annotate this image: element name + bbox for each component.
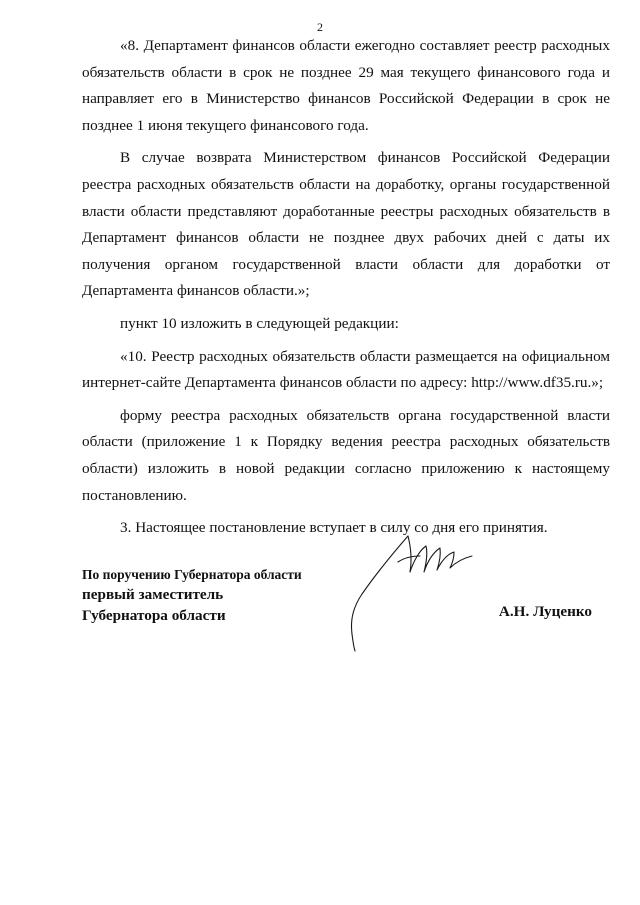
signatory-title — [82, 565, 302, 626]
page-number: 2 — [317, 20, 323, 34]
handwritten-signature — [340, 522, 490, 652]
paragraph-form-appendix: форму реестра расходных обязательств органа государственной власти области (приложение 1 к Порядку ведения реестра расходных обязательств области) изложить в новой редакции согласно приложению к настоящему постановлению. — [82, 406, 610, 504]
signatory-title-line-2: первый заместитель — [82, 586, 224, 603]
paragraph-registry-return: В случае возврата Министерством финансов Российской Федерации реестра расходных обязательств области на доработку, органы государственной власти области представляют доработанные реестры расходных обязательств в Департамент финансов области не позднее двух рабочих дней с даты их получения органом государственной власти области для доработки от Департамента финансов области.»; — [82, 149, 610, 300]
signatory-title-line-3: Губернатора области — [82, 607, 226, 624]
document-body — [82, 33, 610, 548]
paragraph-clause-10-intro: пункт 10 изложить в следующей редакции: — [120, 314, 399, 332]
paragraph-clause-8: «8. Департамент финансов области ежегодно составляет реестр расходных обязательств области в срок не позднее 29 мая текущего финансового года и направляет его в Министерство финансов Российской Федерации в срок не позднее 1 июня текущего финансового года. — [82, 37, 610, 134]
signatory-name: А.Н. Луценко — [498, 603, 592, 620]
signatory-title-line-1: По поручению Губернатора области — [82, 567, 302, 582]
paragraph-clause-10: «10. Реестр расходных обязательств области размещается на официальном интернет-сайте Департамента финансов области по адресу: http://www.df35.ru.»; — [82, 347, 610, 392]
paragraph-effective-date: 3. Настоящее постановление вступает в силу со дня его принятия. — [120, 519, 548, 537]
